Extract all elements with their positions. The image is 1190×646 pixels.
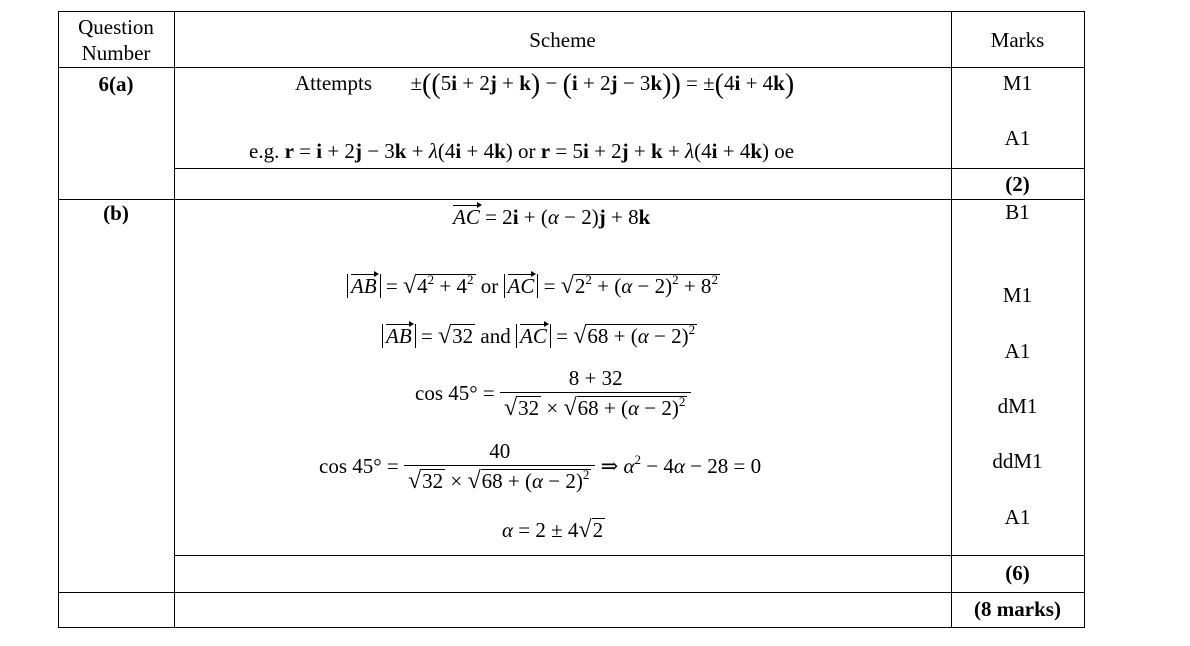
line-equation-1: r = i + 2j − 3k + λ(4i + 4k) — [284, 139, 519, 163]
magnitude-values-line: AB = √32 and AC = $√68 + (\alpha - 2)^2$ — [382, 324, 697, 348]
part-a-line-equation — [249, 139, 794, 163]
part-b-mark-6: A1 — [1004, 505, 1031, 529]
direction-vector-expression: ±((5i + 2j + k) − (i + 2j − 3k)) = ±(4i + 4k) — [410, 69, 795, 100]
header-divider — [58, 67, 1085, 68]
part-b-mark-3: A1 — [1004, 339, 1031, 363]
part-b-label: (b) — [103, 201, 129, 225]
header-question-number — [58, 14, 174, 66]
eg-label: e.g. — [249, 139, 280, 163]
cosine-equation-2: cos 45° = $\frac{40}{√32 \times √68 + (\alpha - 2)^2}$ ⇒ $\alpha^2 - 4\alpha - 28 = 0$ — [319, 439, 762, 494]
or-word: or — [518, 139, 536, 163]
cosine-fraction-2: $\frac{40}{√32 \times √68 + (\alpha - 2)^2}$ — [404, 439, 595, 493]
part-a-subtotal-top — [174, 168, 1085, 169]
table-border-bottom — [58, 627, 1085, 628]
part-b-subtotal-top — [174, 555, 1085, 556]
cosine-equation-1: cos 45° = $\frac{8 + 32}{√32 \times √68 + (\alpha - 2)^2}$ — [415, 366, 691, 420]
table-border-top — [58, 11, 1085, 12]
part-a-mark-2: A1 — [1004, 126, 1031, 150]
vector-ac-symbol: AC — [453, 205, 480, 229]
part-b-mark-5: ddM1 — [992, 449, 1043, 473]
cosine-fraction-1: $\frac{8 + 32}{√32 \times √68 + (\alpha - 2)^2}$ — [500, 366, 691, 420]
line-equation-2: r = 5i + 2j + k + λ(4i + 4k) — [540, 139, 775, 163]
oe-label: oe — [774, 139, 795, 163]
header-question-line1: Question — [78, 15, 154, 39]
column-divider-marks — [951, 11, 952, 628]
mark-scheme-table — [58, 11, 1085, 628]
header-question-line2: Number — [81, 41, 151, 65]
magnitude-attempt-line: AB = $√4^2 + 4^2$ or AC = $√2^2 + (\alpha - 2)^2 + 8^2$ — [347, 274, 720, 298]
table-border-left — [58, 11, 59, 628]
part-a-total: (2) — [1005, 172, 1030, 196]
part-b-divider — [58, 592, 1085, 593]
part-b-total: (6) — [1005, 561, 1030, 585]
part-b-mark-2: M1 — [1002, 283, 1033, 307]
magnitude-ab: AB — [347, 274, 381, 298]
magnitude-ab-2: AB — [382, 324, 416, 348]
part-b-mark-4: dM1 — [997, 394, 1038, 418]
and-word: and — [480, 324, 511, 348]
attempts-word: Attempts — [295, 71, 372, 95]
header-scheme: Scheme — [529, 28, 596, 52]
magnitude-ac: AC — [504, 274, 539, 298]
part-a-attempts-line — [295, 69, 795, 100]
table-border-right — [1084, 11, 1085, 628]
part-a-label: 6(a) — [98, 72, 134, 96]
grand-total: (8 marks) — [974, 597, 1061, 621]
vector-ac-line: AC = 2i + (α − 2)j + 8k — [453, 205, 651, 229]
magnitude-ac-2: AC — [516, 324, 551, 348]
or-word-b: or — [480, 274, 499, 298]
part-a-mark-1: M1 — [1002, 71, 1033, 95]
alpha-solution: α = 2 ± 4√2 — [502, 517, 604, 543]
column-divider-scheme — [174, 11, 175, 628]
part-b-mark-1: B1 — [1005, 200, 1030, 224]
header-marks: Marks — [990, 28, 1045, 52]
part-a-divider — [58, 199, 1085, 200]
